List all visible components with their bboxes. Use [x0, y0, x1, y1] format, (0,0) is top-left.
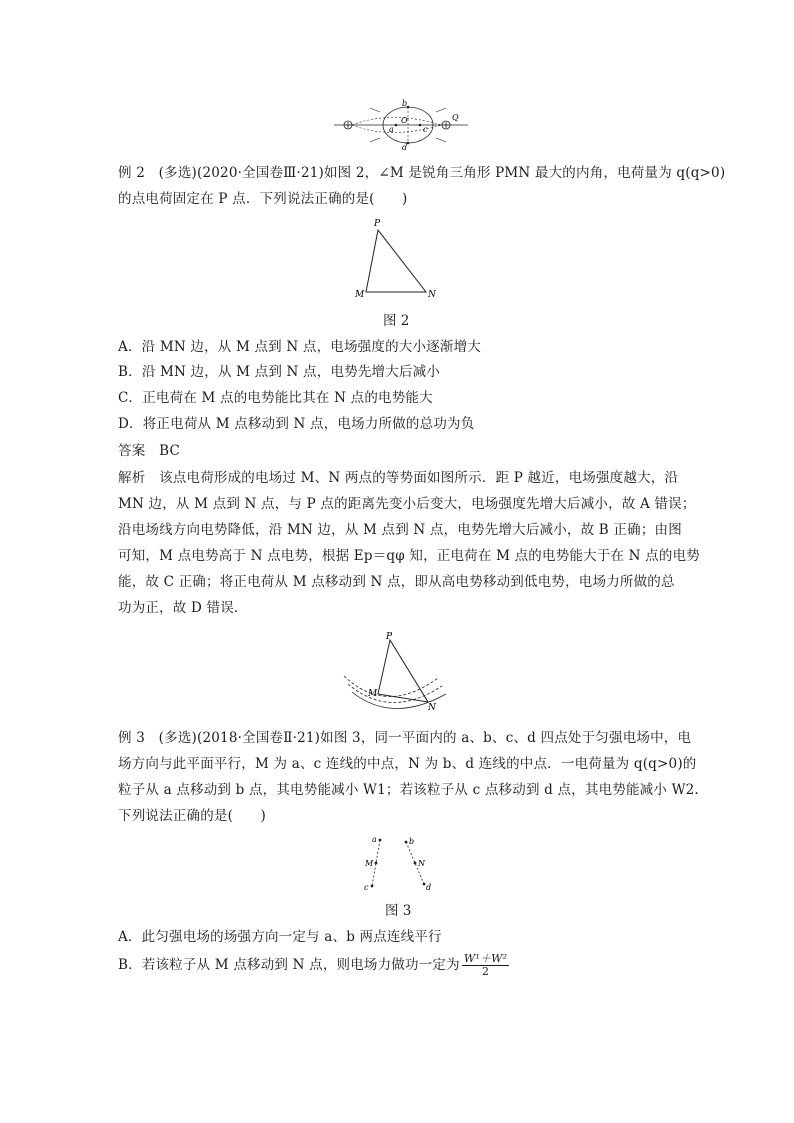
equipotential-figure — [342, 632, 454, 716]
label-Q: Q — [452, 113, 459, 122]
label-c: c — [423, 125, 428, 134]
top-field-figure — [330, 98, 480, 150]
example3-line2: 场方向与此平面平行，M 为 a、c 连线的中点，N 为 b、d 连线的中点．一电荷量为 q(q>0)的 — [118, 756, 697, 772]
triangle-figure — [352, 216, 442, 302]
analysis-line5: 能，故 C 正确；将正电荷从 M 点移动到 N 点，即从高电势移动到低电势，电场力所做的总 — [118, 574, 675, 590]
analysis-line3: 沿电场线方向电势降低，沿 MN 边，从 M 点到 N 点，电势先增大后减小，故 B 正确；由图 — [118, 522, 682, 538]
example3-line3: 粒子从 a 点移动到 b 点，其电势能减小 W1；若该粒子从 c 点移动到 d 点，其电势能减小 W2. — [118, 782, 699, 798]
label-M: M — [355, 290, 365, 300]
work-fraction — [462, 953, 509, 978]
figure3-caption: 图 3 — [385, 903, 412, 919]
label-P: P — [374, 219, 381, 229]
label-M2: M — [368, 689, 378, 699]
option-B-text: B．若该粒子从 M 点移动到 N 点，则电场力做功一定为 — [118, 957, 460, 973]
option-A: A．沿 MN 边，从 M 点到 N 点，电场强度的大小逐渐增大 — [118, 339, 481, 355]
label-P2: P — [386, 632, 393, 642]
example3-line4: 下列说法正确的是( ) — [118, 808, 266, 824]
option-C: C．正电荷在 M 点的电势能比其在 N 点的电势能大 — [118, 390, 433, 406]
label-d: d — [402, 143, 408, 150]
label-N3: N — [418, 859, 425, 868]
label-c3: c — [364, 883, 369, 892]
analysis-line6: 功为正，故 D 错误． — [118, 600, 248, 616]
example3-option-B — [118, 951, 509, 979]
four-points-figure — [360, 832, 440, 894]
label-b: b — [402, 99, 408, 108]
option-D: D．将正电荷从 M 点移动到 N 点，电场力所做的总功为负 — [118, 416, 475, 432]
label-N2: N — [428, 703, 436, 713]
label-M3: M — [365, 859, 374, 868]
answer: 答案 BC — [118, 443, 181, 459]
example3-option-A: A．此匀强电场的场强方向一定与 a、b 两点连线平行 — [118, 929, 442, 945]
fraction-numerator: W¹＋W² — [463, 952, 508, 965]
label-N: N — [428, 290, 436, 300]
label-b3: b — [409, 837, 415, 846]
analysis-line2: MN 边，从 M 点到 N 点，与 P 点的距离先变小后变大，电场强度先增大后减小，故 A 错误； — [118, 496, 696, 512]
example2-line2: 的点电荷固定在 P 点．下列说法正确的是( ) — [118, 191, 408, 207]
analysis-line1: 解析 该点电荷形成的电场过 M、N 两点的等势面如图所示．距 P 越近，电场强度越大，沿 — [118, 470, 679, 486]
figure2-caption: 图 2 — [383, 313, 410, 329]
example3-line1: 例 3 (多选)(2018·全国卷Ⅱ·21)如图 3，同一平面内的 a、b、c、d 四点处于匀强电场中，电 — [118, 730, 692, 746]
label-O: O — [401, 116, 408, 125]
analysis-line4: 可知，M 点电势高于 N 点电势，根据 Ep＝qφ 知，正电荷在 M 点的电势能大于在 N 点的电势 — [118, 548, 700, 564]
fraction-denominator: 2 — [481, 965, 490, 978]
label-a: a — [389, 125, 394, 134]
label-a3: a — [372, 835, 377, 844]
option-B: B．沿 MN 边，从 M 点到 N 点，电势先增大后减小 — [118, 364, 441, 380]
example2-line1: 例 2 (多选)(2020·全国卷Ⅲ·21)如图 2，∠M 是锐角三角形 PMN 最大的内角，电荷量为 q(q>0) — [118, 165, 726, 181]
label-d3: d — [426, 883, 432, 892]
